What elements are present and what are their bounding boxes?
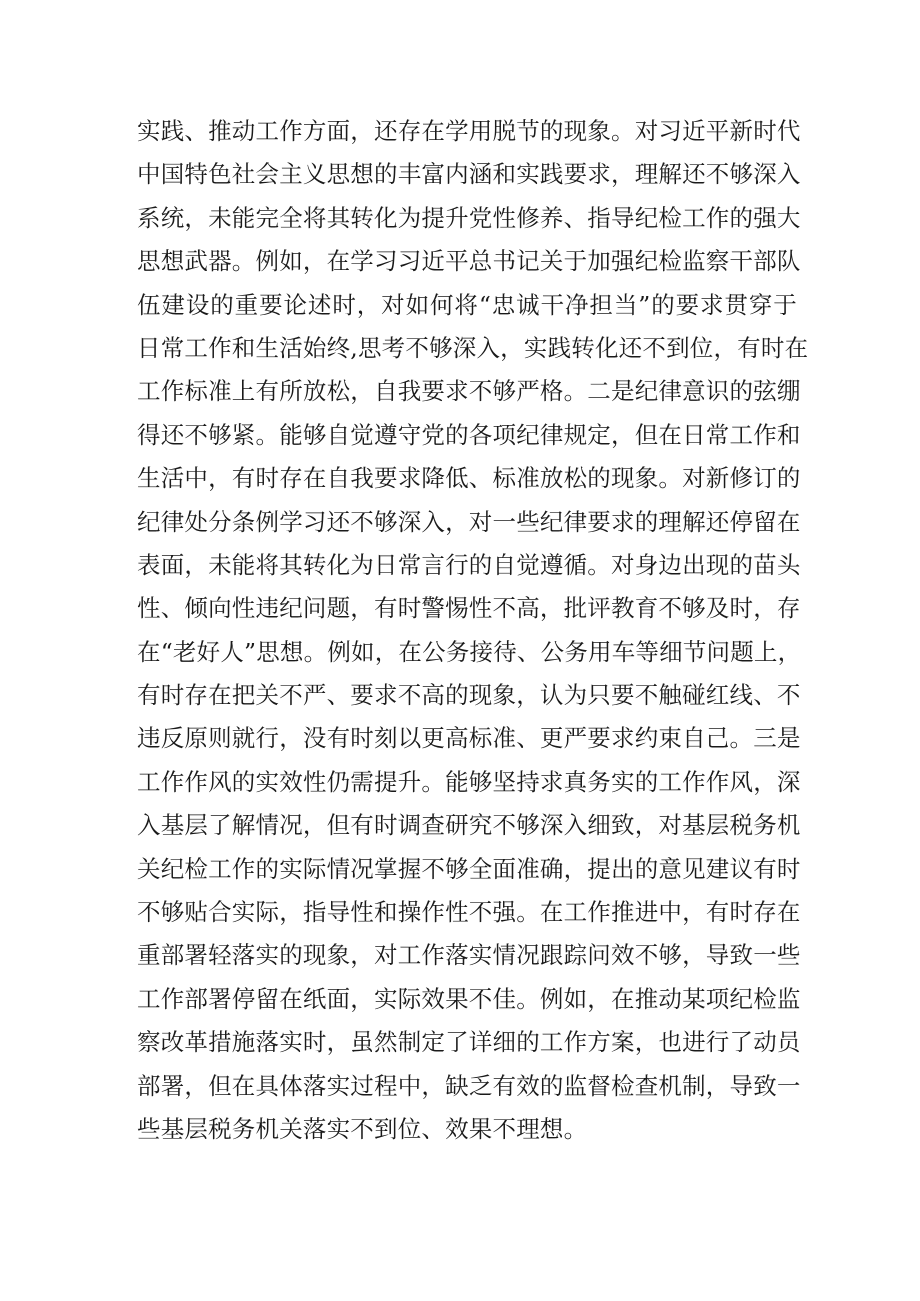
text-line: 中国特色社会主义思想的丰富内涵和实践要求，理解还不够深入 bbox=[137, 160, 801, 189]
text-line: 不够贴合实际，指导性和操作性不强。在工作推进中，有时存在 bbox=[137, 898, 801, 927]
text-line: 表面，未能将其转化为日常言行的自觉遵循。对身边出现的苗头 bbox=[137, 550, 801, 579]
text-line: 违反原则就行，没有时刻以更高标准、更严要求约束自己。三是 bbox=[137, 724, 801, 753]
text-line: 系统，未能完全将其转化为提升党性修养、指导纪检工作的强大 bbox=[137, 203, 801, 232]
text-line: 工作标准上有所放松，自我要求不够严格。二是纪律意识的弦绷 bbox=[137, 377, 801, 406]
text-line: 在“老好人”思想。例如，在公务接待、公务用车等细节问题上， bbox=[137, 637, 802, 666]
text-line: 实践、推动工作方面，还存在学用脱节的现象。对习近平新时代 bbox=[137, 117, 801, 145]
text-line: 得还不够紧。能够自觉遵守党的各项纪律规定，但在日常工作和 bbox=[137, 420, 801, 449]
body-paragraph bbox=[137, 110, 809, 1151]
text-line: 日常工作和生活始终,思考不够深入，实践转化还不到位，有时在 bbox=[137, 333, 809, 362]
text-line: 入基层了解情况，但有时调查研究不够深入细致，对基层税务机 bbox=[137, 811, 801, 840]
text-line: 部署，但在具体落实过程中，缺乏有效的监督检查机制，导致一 bbox=[137, 1071, 801, 1100]
text-line: 工作作风的实效性仍需提升。能够坚持求真务实的工作作风，深 bbox=[137, 767, 801, 796]
text-line: 纪律处分条例学习还不够深入，对一些纪律要求的理解还停留在 bbox=[137, 507, 801, 536]
text-line: 察改革措施落实时，虽然制定了详细的工作方案，也进行了动员 bbox=[137, 1028, 801, 1057]
text-line: 重部署轻落实的现象，对工作落实情况跟踪问效不够，导致一些 bbox=[137, 941, 801, 970]
text-line: 些基层税务机关落实不到位、效果不理想。 bbox=[137, 1114, 588, 1143]
text-line: 伍建设的重要论述时，对如何将“忠诚干净担当”的要求贯穿于 bbox=[137, 290, 797, 319]
text-line: 生活中，有时存在自我要求降低、标准放松的现象。对新修订的 bbox=[137, 464, 801, 493]
text-line: 性、倾向性违纪问题，有时警惕性不高，批评教育不够及时，存 bbox=[137, 594, 801, 623]
text-line: 工作部署停留在纸面，实际效果不佳。例如，在推动某项纪检监 bbox=[137, 984, 801, 1013]
text-line: 关纪检工作的实际情况掌握不够全面准确，提出的意见建议有时 bbox=[137, 854, 801, 883]
text-line: 有时存在把关不严、要求不高的现象，认为只要不触碰红线、不 bbox=[137, 681, 801, 710]
text-line: 思想武器。例如，在学习习近平总书记关于加强纪检监察干部队 bbox=[137, 247, 801, 276]
